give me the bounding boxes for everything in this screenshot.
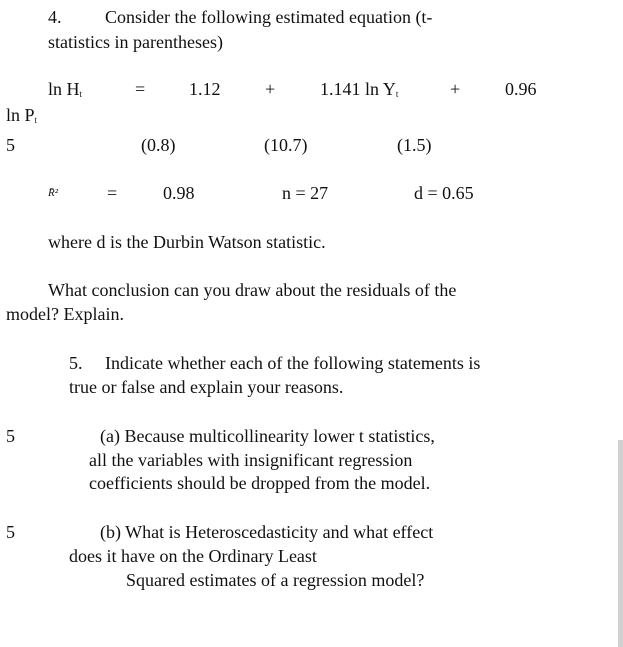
- equals-sign: =: [135, 79, 146, 99]
- q5b-line1: (b) What is Heteroscedasticity and what effect: [100, 522, 434, 542]
- coef-lny: 1.141 $\ln Y_t$: [320, 79, 399, 99]
- q4-line1: Consider the following estimated equation (t-: [105, 7, 433, 27]
- tstat-3: (1.5): [397, 135, 432, 155]
- q5b-line3: Squared estimates of a regression model?: [126, 570, 425, 590]
- lnp-term: $\ln P_t$: [6, 105, 38, 125]
- scrollbar[interactable]: [618, 440, 623, 647]
- q5-number: 5.: [69, 353, 83, 373]
- plus-sign: +: [265, 79, 276, 99]
- q5-line2: true or false and explain your reasons.: [69, 377, 344, 397]
- r-squared-label: R̄²: [48, 187, 59, 199]
- r-squared-value: 0.98: [163, 183, 195, 203]
- durbin-watson: d = 0.65: [414, 183, 474, 203]
- sample-size: n = 27: [282, 183, 329, 203]
- equals-sign-2: =: [107, 183, 118, 203]
- q4-marks: 5: [6, 135, 15, 155]
- where-text: where d is the Durbin Watson statistic.: [48, 232, 326, 252]
- q4-number: 4.: [48, 7, 62, 27]
- equation-lhs: $\ln H_t$: [48, 79, 83, 99]
- q5a-line2: all the variables with insignificant regression: [89, 450, 413, 470]
- q4-ask-line2: model? Explain.: [6, 304, 124, 324]
- q5a-marks: 5: [6, 426, 15, 446]
- tstat-2: (10.7): [264, 135, 308, 155]
- q5b-line2: does it have on the Ordinary Least: [69, 546, 317, 566]
- q4-line2: statistics in parentheses): [48, 32, 223, 52]
- q5-line1: Indicate whether each of the following statements is: [105, 353, 481, 373]
- q5a-line3: coefficients should be dropped from the model.: [89, 473, 431, 493]
- coef-lnp: 0.96: [505, 79, 537, 99]
- tstat-1: (0.8): [141, 135, 176, 155]
- q5b-marks: 5: [6, 522, 15, 542]
- plus-sign-2: +: [450, 79, 461, 99]
- q4-ask-line1: What conclusion can you draw about the residuals of the: [48, 280, 457, 300]
- intercept: 1.12: [189, 79, 221, 99]
- q5a-line1: (a) Because multicollinearity lower t statistics,: [100, 426, 435, 446]
